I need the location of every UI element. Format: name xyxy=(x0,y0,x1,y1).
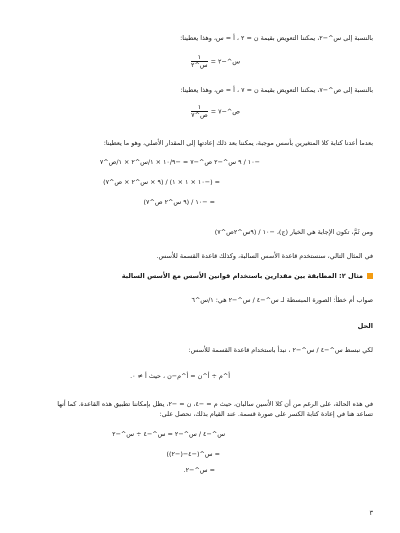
equation-lhs: س^−٢ = xyxy=(210,57,240,66)
equation xyxy=(190,54,240,69)
text-line: بالنسبة إلى ص^−٧، يمكننا التعويض بقيمة ن = ٧ ، أ = ص، وهذا يعطينا: xyxy=(180,86,373,94)
text-line: تساعد هنا في إعادة كتابة الكسر على صورة قسمة. عند القيام بذلك، نحصل على: xyxy=(159,410,373,418)
equation: = −١٠ / (٩ س^٢ ص^٧) xyxy=(143,198,215,206)
example-title: مثال ٢: المطابقة بين مقدارين باستخدام قوانين الأسس مع الأسس السالبة xyxy=(121,272,363,280)
text-line: ومن ثَمَّ، تكون الإجابة هي الخيار (ج)، −١٠ / (٩س^٢ص^٧) xyxy=(214,228,373,236)
equation-lhs: ص^−٧ = xyxy=(210,107,240,116)
equation: س^−٤ / س^−٢ = س^−٤ ÷ س^−٢ xyxy=(112,430,225,438)
equation xyxy=(190,104,240,119)
text-line: بالنسبة إلى س^−٢، يمكننا التعويض بقيمة ن = ٢ ، أ = س، وهذا يعطينا: xyxy=(180,34,373,42)
page-number: ٣ xyxy=(369,509,373,517)
fraction xyxy=(191,104,208,119)
fraction xyxy=(191,54,208,69)
solution-heading: الحل xyxy=(357,322,373,330)
equation: = س^(−٤−(−٢)) xyxy=(166,450,220,458)
square-bullet-icon xyxy=(367,273,373,279)
text-line: صواب أم خطأ: الصورة المبسطة لـ س^−٤ / س^−٢ هي: ١/س^٦ xyxy=(191,296,373,304)
text-line: لكي نبسط س^−٤ / س^−٢ ، نبدأ باستخدام قاعدة القسمة للأسس: xyxy=(188,346,373,354)
equation: −١٠ / ٩ س^−٢ ص^−٧ = −١٠/٩ × ١/س^٢ × ١/ص^٧ xyxy=(99,158,260,166)
text-line: بعدما أعدنا كتابة كلا المتغيرين بأسس موجبة، يمكننا بعد ذلك إعادتها إلى المقدار الأصلي، وهو ما يعطينا: xyxy=(103,139,373,147)
equation: = (−١٠ × ١ × ١) / (٩ × س^٢ × ص^٧) xyxy=(103,178,220,186)
text-line: في المثال التالي، سنستخدم قاعدة الأسس السالبة، وكذلك قاعدة القسمة للأسس. xyxy=(156,252,373,260)
example-heading xyxy=(122,272,373,281)
fraction-denominator: س^٢ xyxy=(191,61,208,69)
equation: أ^م ÷ أ^ن = أ^م−ن ، حيث أ ≠ ٠. xyxy=(130,372,230,380)
equation: = س^−٢. xyxy=(183,466,215,474)
fraction-denominator: ص^٧ xyxy=(191,111,208,119)
fraction-numerator: ١ xyxy=(191,54,208,62)
text-line: في هذه الحالة، على الرغم من أن كلا الأسين سالبان، حيث م = −٤، ن = −٢، يظل بإمكاننا تطبيق هذه القاعدة. كما أنها xyxy=(57,400,373,408)
fraction-numerator: ١ xyxy=(191,104,208,112)
